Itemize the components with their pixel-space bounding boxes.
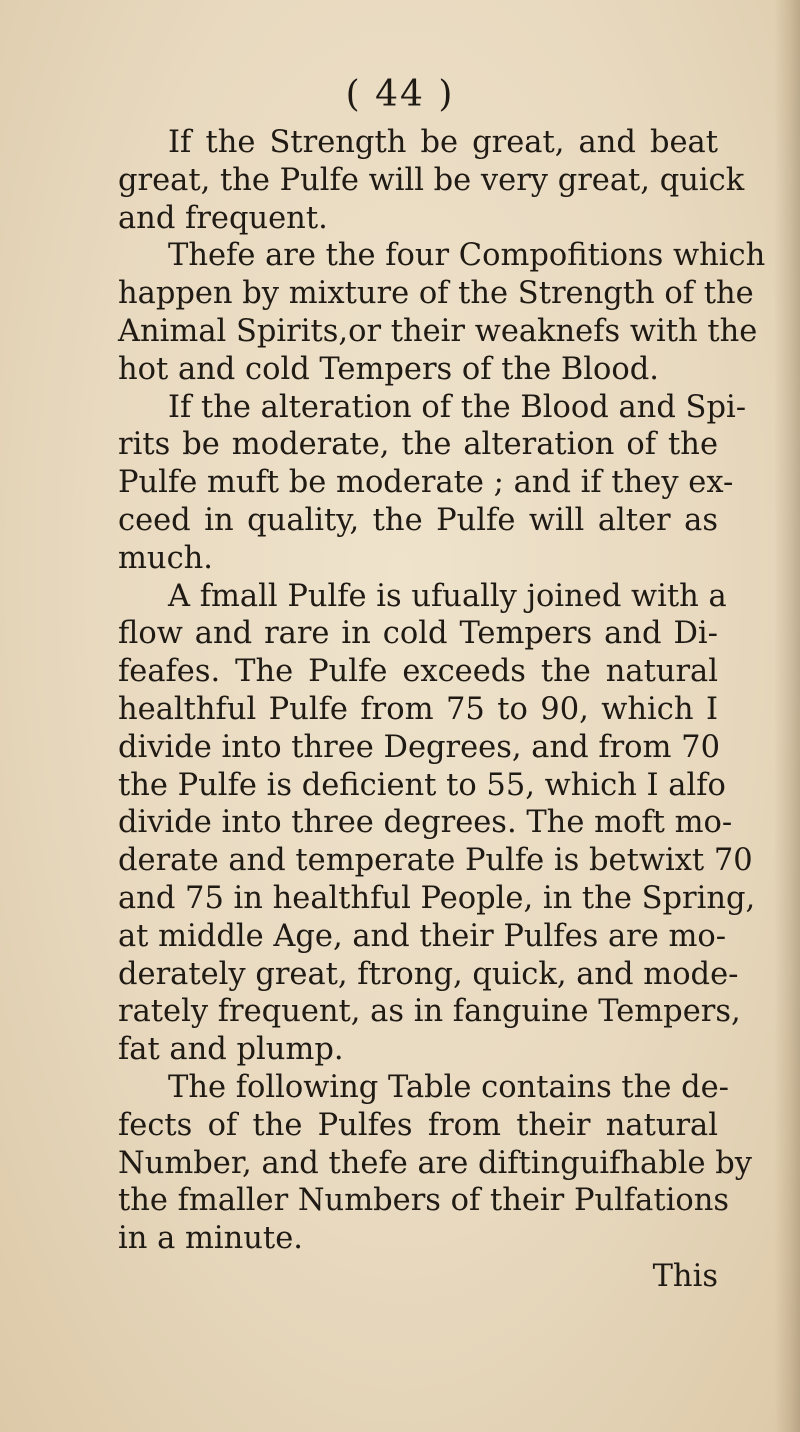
text-line: derate and temperate Pulfe is betwixt 70 [118, 843, 753, 879]
text-line: the Pulfe is deficient to 55, which I alfo [118, 767, 726, 803]
text-line: at middle Age, and their Pulfes are mo- [118, 918, 727, 954]
text-line: hot and cold Tempers of the Blood. [118, 351, 659, 387]
text-line: rits be moderate, the alteration of the [118, 427, 718, 463]
text-line: Number, and thefe are diftinguifhable by [118, 1145, 753, 1181]
text-line: flow and rare in cold Tempers and Di- [118, 616, 718, 652]
text-line: and frequent. [118, 200, 328, 236]
body-text [118, 124, 766, 1296]
text-line: feafes. The Pulfe exceeds the natural [118, 654, 718, 690]
text-line: Thefe are the four Compofitions which [168, 238, 766, 274]
text-line: If the Strength be great, and beat [168, 125, 718, 160]
text-line: Pulfe muft be moderate ; and if they ex- [118, 465, 734, 501]
text-line: great, the Pulfe will be very great, quick [118, 162, 745, 198]
text-line: much. [118, 540, 213, 576]
text-line: and 75 in healthful People, in the Spring, [118, 880, 756, 916]
text-line: derately great, ftrong, quick, and mode- [118, 956, 739, 992]
text-line: healthful Pulfe from 75 to 90, which I [118, 691, 718, 727]
text-line: fects of the Pulfes from their natural [118, 1107, 718, 1143]
text-line: divide into three degrees. The moft mo- [118, 805, 733, 841]
text-line: Animal Spirits,or their weaknefs with the [118, 313, 758, 349]
text-line: divide into three Degrees, and from 70 [118, 729, 720, 765]
text-line: If the alteration of the Blood and Spi- [168, 389, 747, 425]
text-line: rately frequent, as in fanguine Tempers, [118, 994, 741, 1030]
text-line: happen by mixture of the Strength of the [118, 276, 754, 312]
page-edge-shadow [774, 0, 800, 1432]
text-line: fat and plump. [118, 1032, 344, 1068]
text-line: ceed in quality, the Pulfe will alter as [118, 502, 718, 538]
text-line: in a minute. [118, 1221, 303, 1257]
text-line: A fmall Pulfe is ufually joined with a [168, 578, 727, 614]
catchword: This [652, 1258, 718, 1294]
page-number: ( 44 ) [345, 74, 455, 115]
text-line: The following Table contains the de- [168, 1069, 729, 1105]
text-line: the fmaller Numbers of their Pulfations [118, 1183, 730, 1219]
